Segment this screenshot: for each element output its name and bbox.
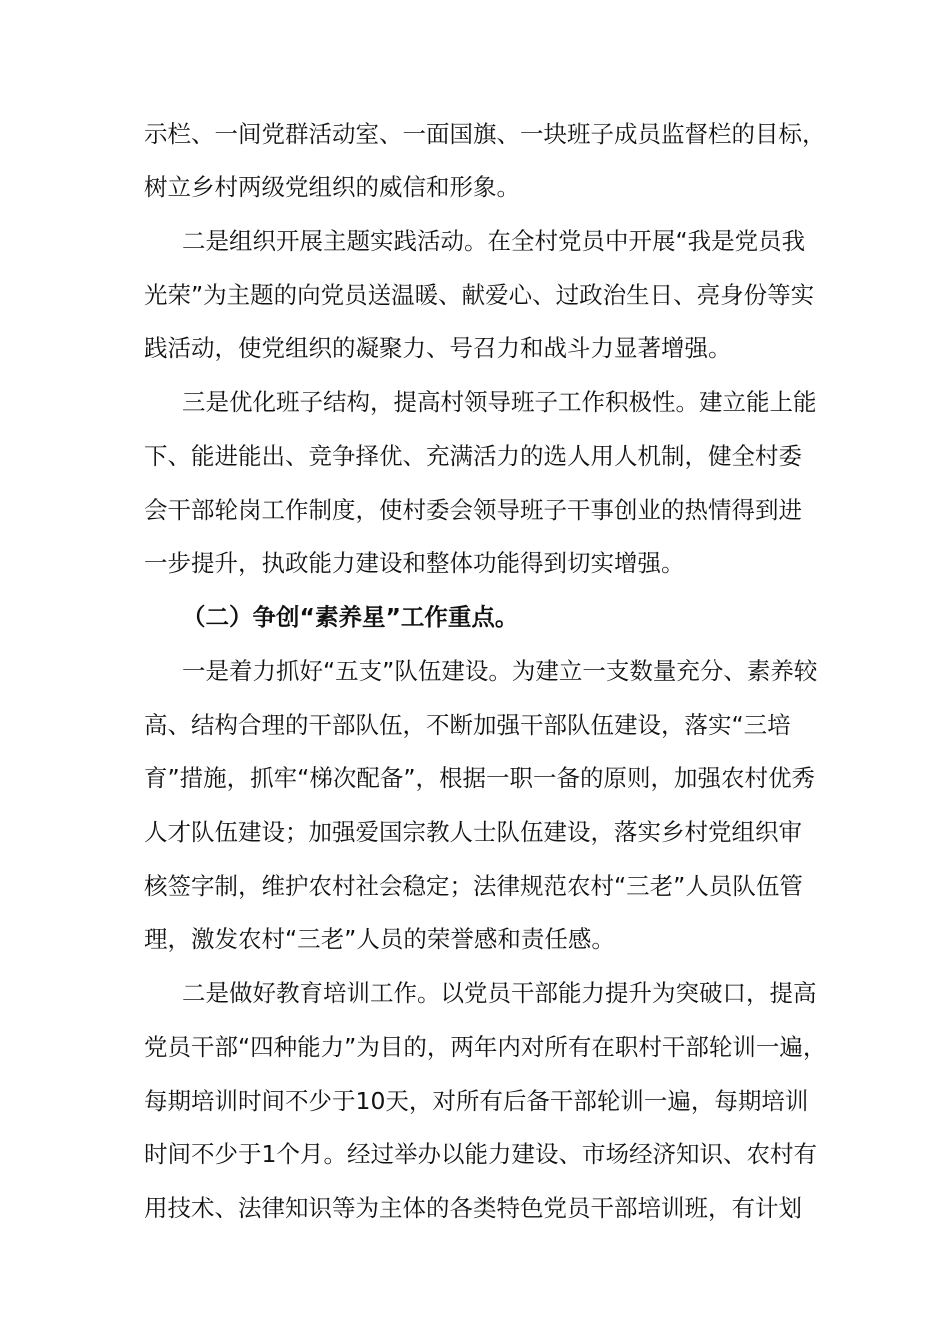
text-line: 树立乡村两级党组织的威信和形象。 — [144, 173, 520, 201]
text-line: 核签字制，维护农村社会稳定；法律规范农村“三老”人员队伍管 — [144, 872, 803, 900]
text-line: 高、结构合理的干部队伍，不断加强干部队伍建设，落实“三培 — [144, 711, 791, 739]
text-line: 理，激发农村“三老”人员的荣誉感和责任感。 — [144, 925, 615, 953]
paragraph-start-line: 二是做好教育培训工作。以党员干部能力提升为突破口，提高 — [182, 979, 817, 1007]
text-line: 一步提升，执政能力建设和整体功能得到切实增强。 — [144, 549, 685, 577]
text-line: 下、能进能出、竞争择优、充满活力的选人用人机制，健全村委 — [144, 442, 802, 470]
text-line: 人才队伍建设；加强爱国宗教人士队伍建设，落实乡村党组织审 — [144, 818, 802, 846]
text-line: 时间不少于1个月。经过举办以能力建设、市场经济知识、农村有 — [144, 1140, 817, 1168]
text-line: 示栏、一间党群活动室、一面国旗、一块班子成员监督栏的目标， — [144, 120, 826, 148]
text-line: 用技术、法律知识等为主体的各类特色党员干部培训班，有计划 — [144, 1194, 802, 1222]
text-line: 育”措施，抓牢“梯次配备”，根据一职一备的原则，加强农村优秀 — [144, 764, 816, 792]
text-line: 践活动，使党组织的凝聚力、号召力和战斗力显著增强。 — [144, 334, 732, 362]
paragraph-start-line: 三是优化班子结构，提高村领导班子工作积极性。建立能上能 — [182, 388, 817, 416]
text-line: 党员干部“四种能力”为目的，两年内对所有在职村干部轮训一遍， — [144, 1033, 827, 1061]
paragraph-start-line: 二是组织开展主题实践活动。在全村党员中开展“我是党员我 — [182, 227, 806, 255]
text-line: 每期培训时间不少于10天，对所有后备干部轮训一遍，每期培训 — [144, 1087, 809, 1115]
text-line: 会干部轮岗工作制度，使村委会领导班子干事创业的热情得到进 — [144, 496, 802, 524]
text-line: 光荣”为主题的向党员送温暖、献爱心、过政治生日、亮身份等实 — [144, 281, 815, 309]
paragraph-start-line: 一是着力抓好“五支”队伍建设。为建立一支数量充分、素养较 — [182, 657, 818, 685]
section-heading: （二）争创“素养星”工作重点。 — [182, 603, 519, 631]
